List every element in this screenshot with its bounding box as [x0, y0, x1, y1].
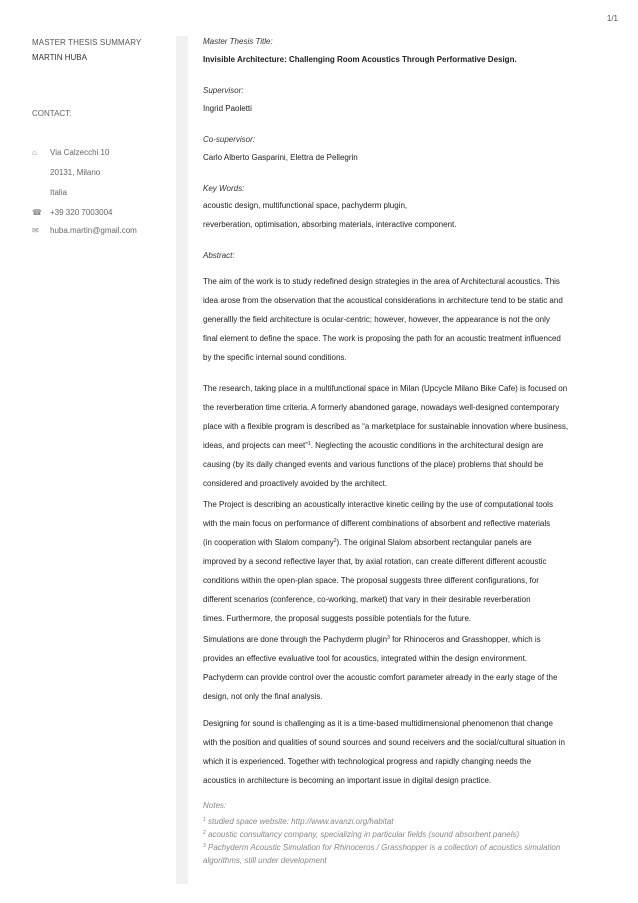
cosupervisor-names: Carlo Alberto Gasparini, Elettra de Pellegrin — [203, 153, 358, 162]
contact-label: CONTACT: — [32, 109, 72, 118]
footnote-text: studied space website: http://www.avanzi.org/habitat — [208, 817, 394, 826]
address-row-3 — [32, 188, 67, 197]
footnote-3-continued: algorithms, still under development — [203, 856, 327, 865]
text-segment: . Neglecting the acoustic conditions in the architectural design are — [310, 441, 544, 450]
abstract-paragraph-4 — [203, 630, 603, 706]
footnote-number: 3 — [203, 843, 206, 849]
abstract-paragraph-3 — [203, 495, 603, 628]
notes-label: Notes: — [203, 801, 227, 810]
footnote-3 — [203, 841, 603, 854]
address-line3: Italia — [50, 188, 67, 197]
footnote-2 — [203, 828, 603, 841]
text-line — [203, 630, 603, 649]
thesis-title: Invisible Architecture: Challenging Room Acoustics Through Performative Design. — [203, 55, 517, 64]
footnote-number: 2 — [203, 830, 206, 836]
text-line: which it is experienced. Together with technological progress and rapidly changing needs the — [203, 757, 532, 766]
text-segment: (in cooperation with Slalom company — [203, 538, 334, 547]
supervisor-label: Supervisor: — [203, 86, 244, 95]
footnote-text: Pachyderm Acoustic Simulation for Rhinoceros / Grasshopper is a collection of acoustics simulation — [208, 843, 561, 852]
text-line: design, not only the final analysis. — [203, 692, 323, 701]
text-line: with the main focus on performance of different combinations of absorbent and reflective materials — [203, 519, 551, 528]
thesis-title-label: Master Thesis Title: — [203, 37, 273, 46]
footnote-ref-1: 1 — [307, 441, 311, 447]
author-name: MARTIN HUBA — [32, 53, 87, 62]
text-segment: Simulations are done through the Pachyderm plugin — [203, 635, 388, 644]
cosupervisor-label: Co-supervisor: — [203, 135, 256, 144]
text-line: considered and proactively avoided by the architect. — [203, 479, 388, 488]
text-line: The aim of the work is to study redefined design strategies in the area of Architectural acoustics. This — [203, 277, 560, 286]
text-line: The research, taking place in a multifunctional space in Milan (Upcycle Milano Bike Cafe) is focused on — [203, 384, 568, 393]
text-segment: ideas, and projects can meet” — [203, 441, 308, 450]
footnote-text: acoustic consultancy company, specializing in particular fields (sound absorbent panels) — [208, 830, 520, 839]
text-segment: ). The original Slalom absorbent rectangular panels are — [336, 538, 532, 547]
text-line — [203, 436, 603, 455]
footnote-1 — [203, 815, 603, 828]
email-row[interactable] — [32, 226, 137, 235]
phone-row — [32, 208, 113, 217]
text-line: provides an effective evaluative tool for acoustics, integrated within the design environment. — [203, 654, 528, 663]
phone-number: +39 320 7003004 — [50, 208, 113, 217]
page-number: 1/1 — [606, 14, 618, 23]
text-line: times. Furthermore, the proposal suggests possible potentials for the future. — [203, 614, 472, 623]
footnote-ref-2: 2 — [333, 538, 337, 544]
home-icon: ⌂ — [32, 148, 37, 157]
phone-icon: ☎ — [32, 208, 42, 217]
address-line1: Via Calzecchi 10 — [50, 148, 110, 157]
abstract-paragraph-5 — [203, 714, 603, 790]
email-link[interactable]: huba.martin@gmail.com — [50, 226, 137, 235]
text-line: causing (by its daily changed events and various functions of the place) problems that should be — [203, 460, 544, 469]
address-line2: 20131, Milano — [50, 168, 101, 177]
abstract-paragraph-2 — [203, 379, 603, 493]
text-line: by the specific internal sound conditions. — [203, 353, 347, 362]
text-line: different scenarios (conference, co-working, market) that vary in their desirable reverberation — [203, 595, 531, 604]
address-row-2 — [32, 168, 100, 177]
text-line: generallly the field architecture is ocular-centric; however, however, the appearance is not the only — [203, 315, 550, 324]
text-line: Designing for sound is challenging as it is a time-based multidimensional phenomenon that change — [203, 719, 553, 728]
footnote-number: 1 — [203, 817, 206, 823]
sidebar — [0, 0, 177, 903]
text-line: The Project is describing an acoustically interactive kinetic ceiling by the use of computational tools — [203, 500, 553, 509]
text-line: improved by a second reflective layer that, by axial rotation, can create different different acoustic — [203, 557, 547, 566]
supervisor-name: Ingrid Paoletti — [203, 104, 252, 113]
text-line: conditions within the open-plan space. The proposal suggests three different configurations, for — [203, 576, 539, 585]
summary-title: MASTER THESIS SUMMARY — [32, 38, 142, 47]
text-line: the reverberation time criteria. A formerly abandoned garage, nowadays well-designed contemporary — [203, 403, 560, 412]
envelope-icon: ✉ — [32, 226, 39, 235]
text-segment: for Rhinoceros and Grasshopper, which is — [389, 635, 541, 644]
abstract-label: Abstract: — [203, 251, 235, 260]
keywords-line-1: acoustic design, multifunctional space, pachyderm plugin, — [203, 201, 408, 210]
text-line: Pachyderm can provide control over the acoustic comfort parameter already in the early stage of the — [203, 673, 558, 682]
text-line: acoustics in architecture is becoming an important issue in digital design practice. — [203, 776, 492, 785]
text-line — [203, 533, 603, 552]
footnote-ref-3: 3 — [387, 635, 390, 641]
text-line: with the position and qualities of sound sources and sound receivers and the social/cultural situation in — [203, 738, 565, 747]
address-row — [32, 148, 109, 157]
keywords-label: Key Words: — [203, 184, 245, 193]
keywords-line-2: reverberation, optimisation, absorbing materials, interactive component. — [203, 220, 457, 229]
abstract-paragraph-1 — [203, 272, 603, 367]
column-divider — [176, 36, 188, 884]
text-line: place with a flexible program is described as “a marketplace for sustainable innovation where business, — [203, 422, 569, 431]
text-line: idea arose from the observation that the acoustical considerations in architecture tend to be static and — [203, 296, 563, 305]
notes-list — [203, 815, 603, 867]
text-line: final element to define the space. The work is proposing the path for an acoustic treatment influenced — [203, 334, 561, 343]
